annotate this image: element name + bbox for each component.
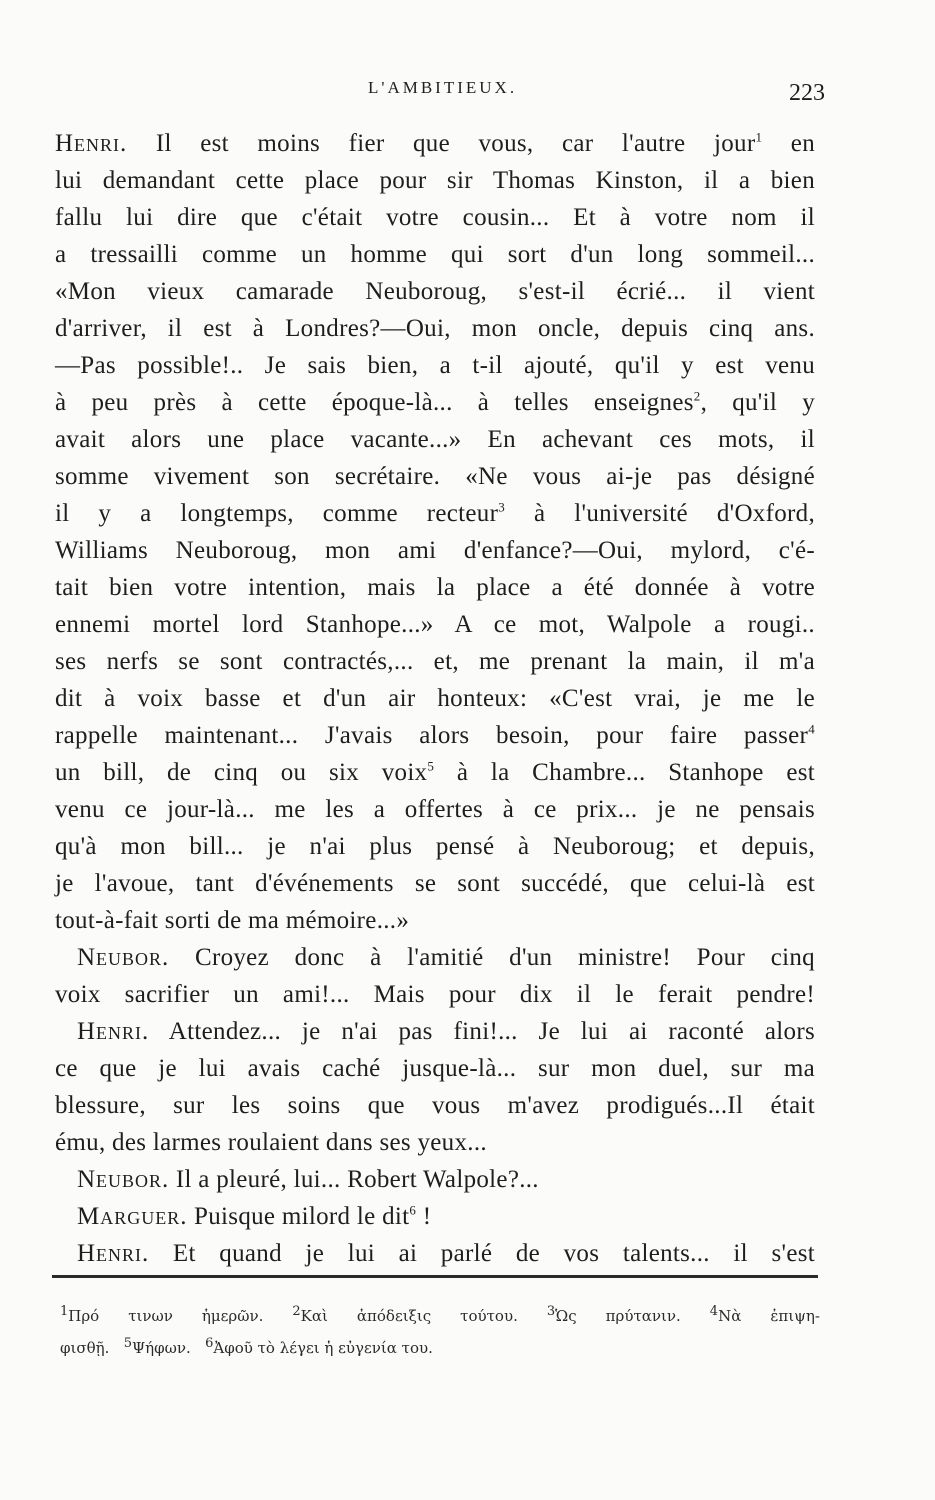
footnote-text: φισθῇ. [60,1339,110,1357]
text-line: tout-à-fait sorti de ma mémoire...» [55,907,410,934]
line-content: Il est moins fier que vous, car l'autre jour [155,130,756,157]
text-line: «Mon vieux camarade Neuboroug, s'est-il écrié... il vient [55,278,815,305]
speaker-name: Henri. [77,1240,150,1267]
line-content-tail: ! [422,1203,432,1230]
text-line: somme vivement son secrétaire. «Ne vous ai-je pas désigné [55,463,815,490]
line-content: à peu près à cette époque-là... à telles enseignes [55,389,694,416]
line-content-tail: en [790,130,815,157]
text-line [55,1013,815,1050]
text-line [55,384,815,421]
text-line [55,754,815,791]
footnote-text: Νὰ ἐπιψη- [718,1307,820,1325]
footnote-number: 5 [123,1336,133,1351]
text-line: d'arriver, il est à Londres?—Oui, mon oncle, depuis cinq ans. [55,315,815,342]
footnote-marker: 4 [808,721,815,737]
footnote-number: 1 [60,1304,69,1319]
text-line: tait bien votre intention, mais la place a été donnée à votre [55,574,815,601]
page-number: 223 [789,80,825,106]
text-line [55,1161,815,1198]
text-line: voix sacrifier un ami!... Mais pour dix il le ferait pendre! [55,981,815,1008]
footnote-marker: 6 [409,1202,417,1218]
footnote-line [60,1300,820,1332]
text-line: dit à voix basse et d'un air honteux: «C'est vrai, je me le [55,685,815,712]
text-line [55,717,815,754]
line-content: rappelle maintenant... J'avais alors besoin, pour faire passer [55,722,809,749]
running-title: L'AMBITIEUX. [368,78,518,97]
text-line: fallu lui dire que c'était votre cousin... Et à votre nom il [55,204,815,231]
footnote-number: 6 [205,1336,214,1351]
footnote-text: Καὶ ἀπόδειξις τούτου. [300,1307,518,1325]
text-line: venu ce jour-là... me les a offertes à ce prix... je ne pensais [55,796,815,823]
text-line: ses nerfs se sont contractés,... et, me prenant la main, il m'a [55,648,815,675]
line-content: Croyez donc à l'amitié d'un ministre! Pour cinq [194,944,815,971]
text-line [55,1235,815,1272]
footnote-line [60,1332,820,1364]
line-content: Puisque milord le dit [194,1203,410,1230]
footnote-number: 2 [292,1304,301,1319]
footnote-marker: 2 [693,388,701,404]
text-line: ému, des larmes roulaient dans ses yeux... [55,1129,487,1156]
text-line [55,125,815,162]
line-content: Attendez... je n'ai pas fini!... Je lui ai raconté alors [168,1018,816,1045]
line-content: Il a pleuré, lui... Robert Walpole?... [175,1166,539,1193]
footnote-marker: 1 [755,129,763,145]
text-line [55,939,815,976]
text-line [55,495,815,532]
text-line: ce que je lui avais caché jusque-là... sur mon duel, sur ma [55,1055,815,1082]
text-line: —Pas possible!.. Je sais bien, a t-il ajouté, qu'il y est venu [55,352,815,379]
text-line [55,1198,815,1235]
text-line: avait alors une place vacante...» En achevant ces mots, il [55,426,815,453]
line-content-tail: à l'université d'Oxford, [533,500,815,527]
text-line: qu'à mon bill... je n'ai plus pensé à Neuboroug; et depuis, [55,833,815,860]
line-content-tail: , qu'il y [700,389,815,416]
speaker-name: Henri. [55,130,128,157]
footnote-number: 4 [709,1304,719,1319]
text-line: lui demandant cette place pour sir Thomas Kinston, il a bien [55,167,815,194]
speaker-name: Henri. [77,1018,150,1045]
text-line: je l'avoue, tant d'événements se sont succédé, que celui-là est [55,870,815,897]
speaker-name: Neubor. [77,1166,170,1193]
text-line: a tressailli comme un homme qui sort d'un long sommeil... [55,241,815,268]
line-content-tail: à la Chambre... Stanhope est [456,759,815,786]
footnote-text: Ὡς πρύτανιν. [555,1307,681,1325]
text-line: ennemi mortel lord Stanhope...» A ce mot, Walpole a rougi.. [55,611,815,638]
footnote-marker: 3 [498,499,506,515]
speaker-name: Neubor. [77,944,170,971]
text-line: Williams Neuboroug, mon ami d'enfance?—Oui, mylord, c'é- [55,537,815,564]
footnote-text: Πρό τινων ἡμερῶν. [68,1307,264,1325]
footnote-marker: 5 [427,758,435,774]
speaker-name: Marguer. [77,1203,188,1230]
footnote-number: 3 [546,1304,556,1319]
dialogue-text [55,125,815,1272]
text-line: blessure, sur les soins que vous m'avez prodigués...Il était [55,1092,815,1119]
footnote-text: Ψήφων. [132,1339,191,1357]
line-content: Et quand je lui ai parlé de vos talents... il s'est [172,1240,815,1267]
footnote-separator-rule [52,1275,818,1278]
line-content: il y a longtemps, comme recteur [55,500,499,527]
footnote-text: Ἀφοῦ τὸ λέγει ἡ εὐγενία του. [213,1339,433,1357]
line-content: un bill, de cinq ou six voix [55,759,428,786]
footnotes [60,1300,820,1364]
